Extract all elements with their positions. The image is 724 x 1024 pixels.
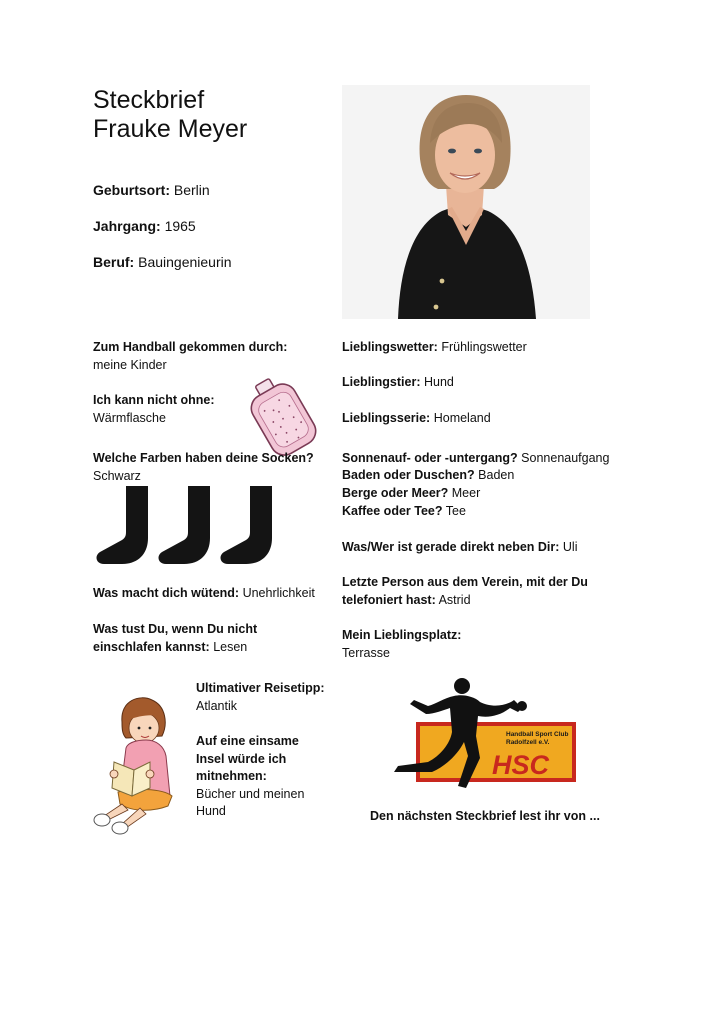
question-label: Lieblingstier: [342, 375, 421, 389]
question-label: Mein Lieblingsplatz: [342, 628, 462, 642]
logo-club-line1: Handball Sport Club [506, 731, 569, 738]
question-label: Was/Wer ist gerade direkt neben Dir: [342, 540, 560, 554]
fact-year [93, 217, 196, 235]
question-answer: Hund [423, 375, 454, 389]
club-logo [388, 676, 584, 794]
fact-profession [93, 253, 232, 271]
question-next-to-you [342, 539, 578, 557]
fact-label: Jahrgang: [93, 218, 161, 234]
question-label: telefoniert hast: [342, 592, 436, 607]
question-label: einschlafen kannst: [93, 639, 210, 654]
question-label: Welche Farben haben deine Socken? [93, 451, 314, 465]
question-handball-origin [93, 339, 287, 374]
socks-illustration [92, 486, 282, 568]
fact-value: Bauingenieurin [138, 254, 232, 270]
question-answer: meine Kinder [93, 357, 167, 372]
logo-club-line2: Radolfzell e.V. [506, 739, 550, 746]
sock-icon [159, 486, 210, 564]
question-cannot-live-without [93, 392, 215, 427]
question-answer: Uli [562, 540, 578, 554]
question-answer: Lesen [213, 639, 248, 654]
question-last-call [342, 574, 588, 609]
question-label: Zum Handball gekommen durch: [93, 340, 288, 354]
logo-acronym: HSC [492, 750, 550, 780]
question-answer: Bücher und meinen [196, 786, 305, 801]
question-desert-island [196, 733, 304, 821]
question-answer: Unehrlichkeit [242, 586, 315, 600]
question-label: Baden oder Duschen? [342, 468, 475, 482]
question-label: Insel würde ich [196, 751, 287, 766]
question-answer: Atlantik [196, 698, 237, 713]
question-answer: Astrid [438, 592, 471, 607]
question-label: Lieblingswetter: [342, 340, 438, 354]
question-label: Lieblingsserie: [342, 411, 431, 425]
page-title [93, 86, 247, 144]
question-sock-colour [93, 450, 314, 485]
question-favourite-weather [342, 339, 527, 357]
question-favourite-series [342, 410, 491, 428]
fact-value: 1965 [164, 218, 196, 234]
question-label: Sonnenauf- oder -untergang? [342, 451, 518, 465]
question-answer: Wärmflasche [93, 410, 166, 425]
question-label: Ich kann nicht ohne: [93, 393, 215, 407]
question-answer: Terrasse [342, 645, 390, 660]
question-label: Auf eine einsame [196, 734, 299, 748]
question-label: Kaffee oder Tee? [342, 504, 443, 518]
fact-label: Beruf: [93, 254, 135, 270]
question-label: Was tust Du, wenn Du nicht [93, 622, 258, 636]
question-answer: Hund [196, 804, 226, 818]
question-label: Was macht dich wütend: [93, 586, 240, 600]
question-favourite-animal [342, 374, 454, 392]
question-coffee-tea [342, 503, 466, 521]
portrait-photo [342, 85, 590, 319]
fact-label: Geburtsort: [93, 182, 170, 198]
fact-birthplace [93, 181, 210, 199]
sock-icon [221, 486, 272, 564]
question-label: mitnehmen: [196, 769, 267, 783]
question-travel-tip [196, 680, 325, 715]
question-answer: Baden [478, 468, 515, 482]
question-label: Ultimativer Reisetipp: [196, 681, 325, 695]
question-answer: Homeland [433, 411, 491, 425]
footer-text: Den nächsten Steckbrief lest ihr von ... [370, 809, 600, 823]
question-label: Berge oder Meer? [342, 486, 449, 500]
sock-icon [97, 486, 148, 564]
question-label: Letzte Person aus dem Verein, mit der Du [342, 575, 588, 589]
title-line-1: Steckbrief [93, 86, 205, 114]
reading-girl-illustration [92, 692, 182, 836]
question-cannot-sleep [93, 621, 257, 656]
title-line-2: Frauke Meyer [93, 115, 248, 143]
question-mountains-sea [342, 485, 480, 503]
question-sunrise-sunset [342, 450, 609, 468]
question-answer: Frühlingswetter [441, 340, 527, 354]
question-answer: Schwarz [93, 468, 141, 483]
question-answer: Tee [445, 504, 466, 518]
hot-water-bottle-icon [236, 373, 328, 461]
question-answer: Sonnenaufgang [521, 451, 610, 465]
question-bath-shower [342, 467, 514, 485]
question-angry [93, 585, 315, 603]
question-favourite-place [342, 627, 461, 662]
portrait-illustration [342, 85, 590, 319]
question-answer: Meer [451, 486, 481, 500]
fact-value: Berlin [173, 182, 210, 198]
